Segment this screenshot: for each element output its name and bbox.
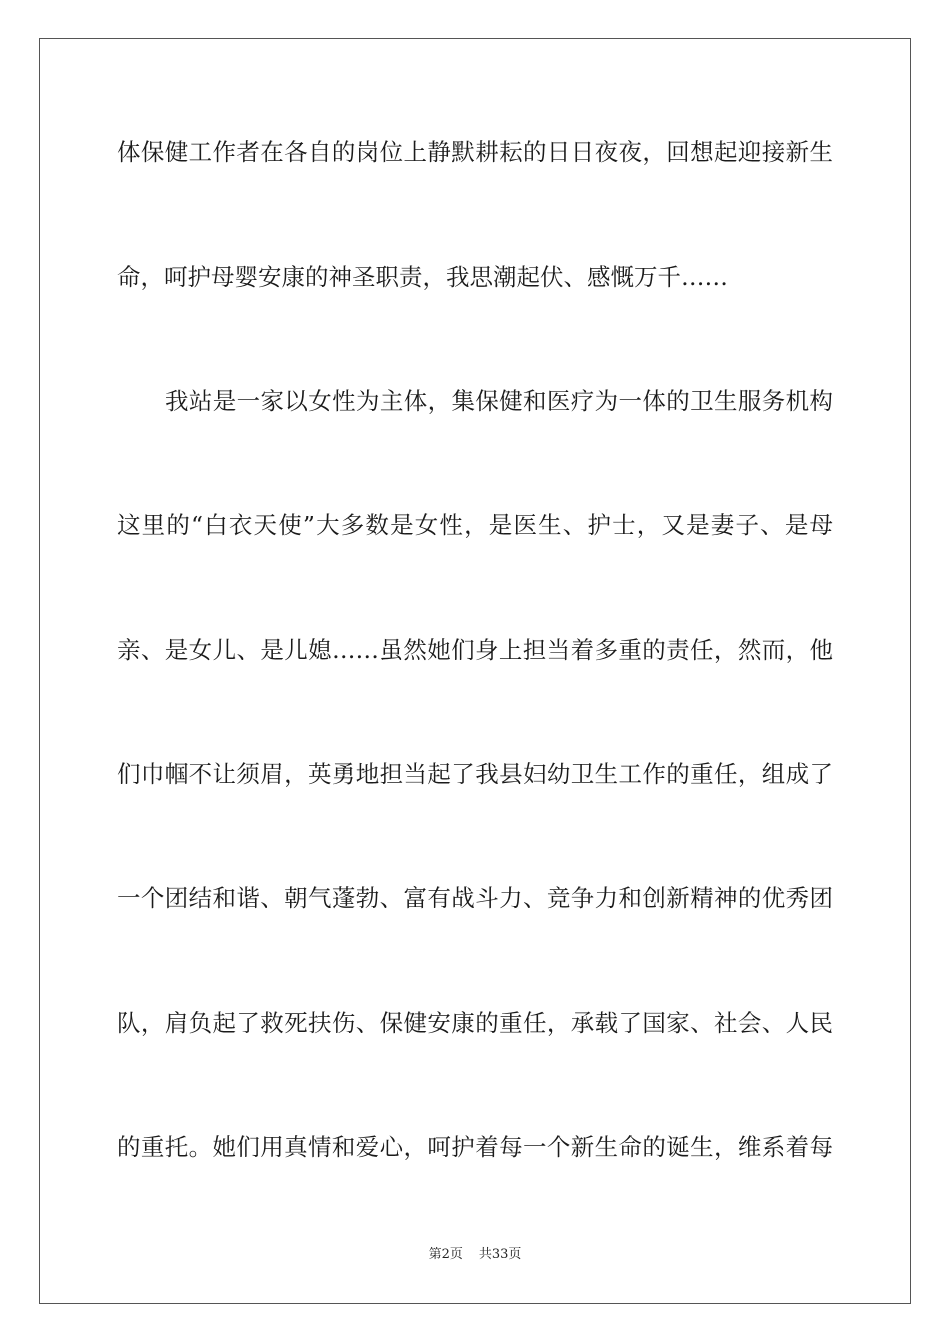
paragraph-line: 们巾帼不让须眉，英勇地担当起了我县妇幼卫生工作的重任，组成了 — [117, 760, 833, 788]
paragraph-line: 命，呵护母婴安康的神圣职责，我思潮起伏、感慨万千…… — [117, 263, 728, 291]
paragraph-line: 队，肩负起了救死扶伤、保健安康的重任，承载了国家、社会、人民 — [117, 1009, 833, 1037]
paragraph-line: 一个团结和谐、朝气蓬勃、富有战斗力、竞争力和创新精神的优秀团 — [117, 884, 833, 912]
paragraph-line: 我站是一家以女性为主体，集保健和医疗为一体的卫生服务机构 — [165, 387, 833, 415]
page-number-current: 第2页 — [428, 1247, 463, 1262]
paragraph-line: 的重托。她们用真情和爱心，呵护着每一个新生命的诞生，维系着每 — [117, 1133, 833, 1161]
page-border — [39, 38, 911, 1304]
paragraph-line: 亲、是女儿、是儿媳……虽然她们身上担当着多重的责任，然而，他 — [117, 636, 833, 664]
paragraph-line: 这里的“白衣天使”大多数是女性，是医生、护士，又是妻子、是母 — [117, 511, 833, 539]
paragraph-line: 体保健工作者在各自的岗位上静默耕耘的日日夜夜，回想起迎接新生 — [117, 138, 833, 166]
page-footer — [0, 1246, 950, 1264]
page-number-total: 共33页 — [478, 1247, 522, 1262]
